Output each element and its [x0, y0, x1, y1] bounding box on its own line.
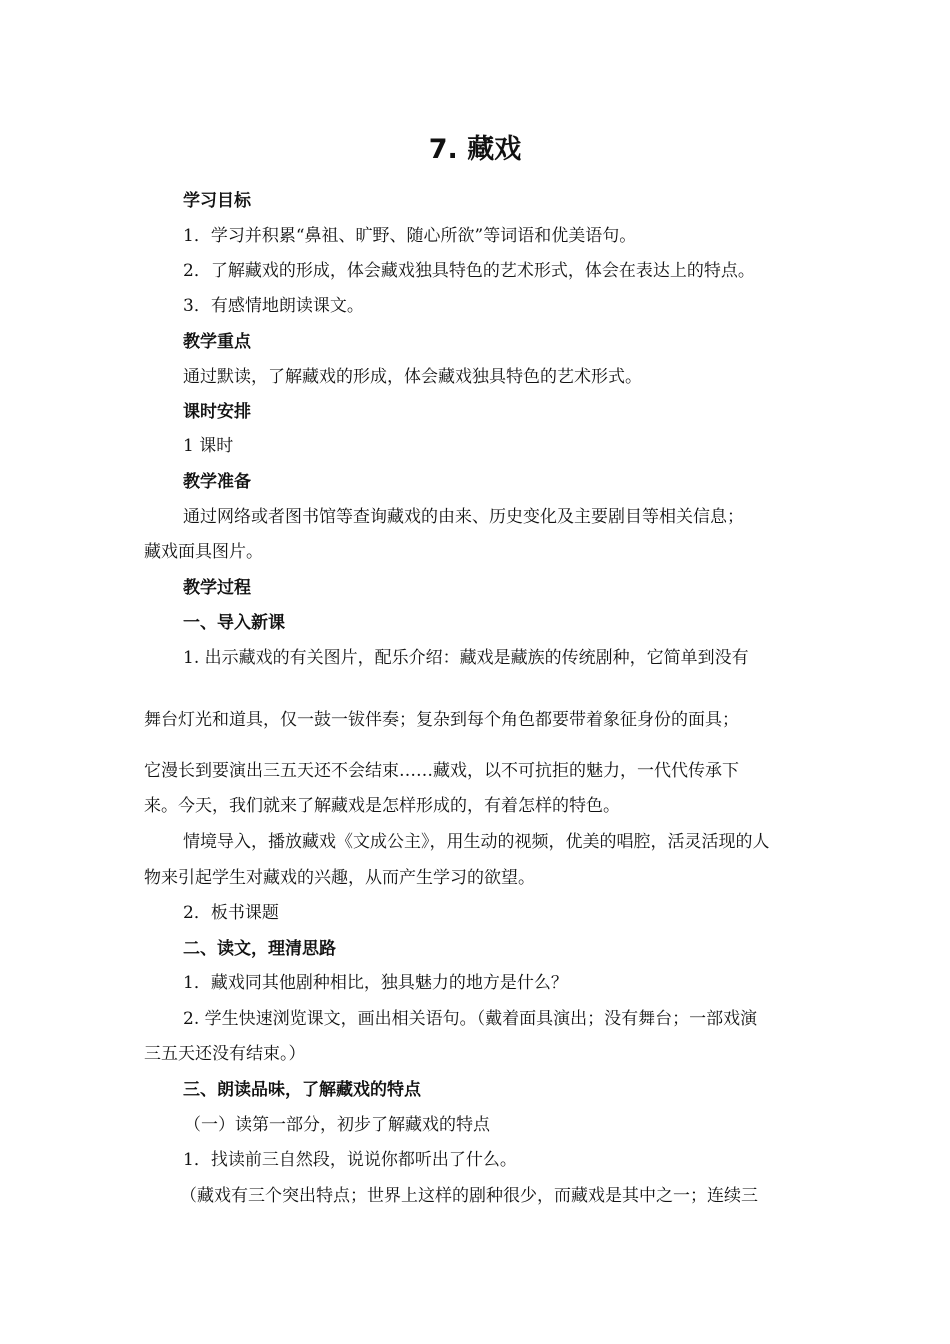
paragraph-line: 来。今天，我们就来了解藏戏是怎样形成的，有着怎样的特色。 [144, 796, 620, 816]
part1-heading: 一、导入新课 [183, 613, 285, 633]
question-line: 1．藏戏同其他剧种相比，独具魅力的地方是什么？ [183, 973, 568, 993]
question-line: 三五天还没有结束。） [144, 1044, 306, 1064]
subsection-heading: （一）读第一部分，初步了解藏戏的特点 [184, 1115, 490, 1135]
paragraph-line: 舞台灯光和道具，仅一鼓一钹伴奏；复杂到每个角色都要带着象征身份的面具； [144, 710, 739, 730]
part3-heading: 三、朗读品味，了解藏戏的特点 [183, 1080, 421, 1100]
focus-text: 通过默读，了解藏戏的形成，体会藏戏独具特色的艺术形式。 [183, 367, 642, 387]
paragraph-line: 2．板书课题 [183, 903, 279, 923]
prep-text-line: 通过网络或者图书馆等查询藏戏的由来、历史变化及主要剧目等相关信息； [183, 507, 744, 527]
prep-text-line: 藏戏面具图片。 [144, 542, 263, 562]
goal-item-3: 3．有感情地朗读课文。 [183, 296, 364, 316]
focus-heading: 教学重点 [183, 332, 251, 352]
paragraph-line: 它漫长到要演出三五天还不会结束……藏戏，以不可抗拒的魅力，一代代传承下 [144, 761, 739, 781]
goal-item-1: 1．学习并积累“鼻祖、旷野、随心所欲”等词语和优美语句。 [183, 226, 637, 246]
prep-heading: 教学准备 [183, 472, 251, 492]
answer-line: （藏戏有三个突出特点；世界上这样的剧种很少，而藏戏是其中之一；连续三 [180, 1186, 758, 1206]
part2-heading: 二、读文，理清思路 [183, 939, 336, 959]
schedule-heading: 课时安排 [183, 402, 251, 422]
paragraph-line: 1. 出示藏戏的有关图片，配乐介绍：藏戏是藏族的传统剧种，它简单到没有 [183, 648, 749, 668]
question-line: 2. 学生快速浏览课文，画出相关语句。（戴着面具演出；没有舞台；一部戏演 [183, 1009, 758, 1029]
process-heading: 教学过程 [183, 578, 251, 598]
goal-item-2: 2．了解藏戏的形成，体会藏戏独具特色的艺术形式，体会在表达上的特点。 [183, 261, 755, 281]
paragraph-line: 情境导入，播放藏戏《文成公主》，用生动的视频，优美的唱腔，活灵活现的人 [183, 832, 770, 852]
schedule-text: 1 课时 [183, 436, 234, 456]
paragraph-line: 物来引起学生对藏戏的兴趣，从而产生学习的欲望。 [144, 868, 535, 888]
goals-heading: 学习目标 [183, 191, 251, 211]
page-title: 7. 藏戏 [428, 134, 522, 165]
question-line: 1．找读前三自然段，说说你都听出了什么。 [183, 1150, 517, 1170]
